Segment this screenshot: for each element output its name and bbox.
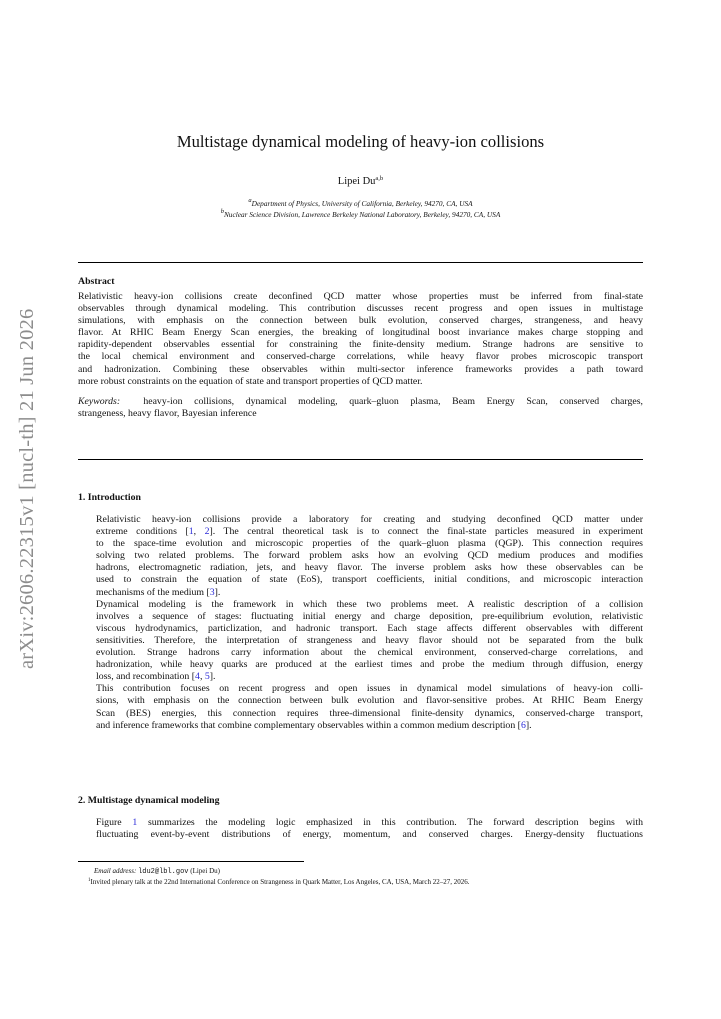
affiliations (78, 198, 643, 220)
citation-link[interactable]: 3 (209, 586, 215, 598)
citation-link[interactable]: 1 (188, 526, 194, 538)
paper-title: Multistage dynamical modeling of heavy-ion collisions (176, 132, 545, 151)
keywords-line: heavy-ion collisions, dynamical modeling, quark–gluon plasma, Beam Energy Scan, conserved charges, (143, 395, 643, 407)
text-line: evolution. Strange hadrons carry information about the chemical environment, conserved-charge correlations, and (96, 647, 643, 659)
keywords (78, 396, 643, 420)
citation-link[interactable]: 2 (204, 526, 210, 538)
email-address[interactable]: ldu2@lbl.gov (138, 868, 189, 876)
keywords-label: Keywords: (78, 395, 121, 407)
citation-link[interactable]: 4 (195, 671, 200, 683)
author-affiliation-marks: a,b (375, 175, 384, 182)
text-line: This contribution focuses on recent progress and open issues in dynamical model simulations of heavy-ion colli- (96, 683, 643, 695)
text-line: loss, and recombination [4, 5]. (96, 671, 216, 683)
footnote-rule (78, 861, 304, 862)
abstract-line: Relativistic heavy-ion collisions create deconfined QCD matter whose properties must be inferred from final-state (78, 291, 643, 302)
abstract-section (78, 276, 643, 420)
citation-link[interactable]: 6 (520, 719, 526, 731)
abstract-bottom-rule (78, 459, 643, 460)
text-line: sions, with emphasis on the connection between bulk evolution and flavor-sensitive probes. At RHIC Beam Energy (96, 695, 643, 707)
author-name: Lipei Du (337, 176, 376, 187)
introduction-paragraph-3 (78, 683, 643, 731)
footnotes (78, 866, 643, 887)
text-line: Figure 1 summarizes the modeling logic emphasized in this contribution. The forward description begins with (96, 817, 643, 828)
text-line: Scan (BES) energies, this connection requires three-dimensional finite-density dynamics, conserved-charge transport, (96, 707, 643, 719)
abstract-line: more robust constraints on the equation of state and transport properties of QCD matter. (78, 375, 423, 387)
abstract-line: and hadronization. Combining these observables within multi-sector inference frameworks provides a path toward (78, 363, 643, 375)
abstract-line: flavor. At RHIC Beam Energy Scan energies, the breaking of longitudinal boost invariance makes charge stopping and (78, 327, 643, 339)
multistage-modeling-section (78, 795, 643, 841)
introduction-section (78, 492, 643, 732)
text-line: solving two related problems. The forward problem asks how an evolving QCD medium produces and modifies (96, 550, 643, 562)
citation-link[interactable]: 5 (204, 671, 210, 683)
abstract-line: rapidity-dependent observables essential for constraining the finite-density medium. Strange hadrons are sensitive to (78, 339, 643, 351)
abstract-line: observables through dynamical modeling. This contribution discusses recent progress and open issues in multistage (78, 303, 643, 315)
abstract-line: simulations, with emphasis on the connection between bulk evolution, conserved charges, strangeness, and heavy (78, 315, 643, 327)
text-line: and inference frameworks that combine complementary observables within a common medium description [6]. (96, 719, 532, 731)
email-label: Email address: (94, 867, 137, 875)
introduction-paragraph-1 (78, 514, 643, 599)
section-2-paragraph (78, 817, 643, 841)
abstract-top-rule (78, 262, 643, 263)
arxiv-identifier-stamp: arXiv:2606.22315v1 [nucl-th] 21 Jun 2026 (16, 308, 38, 669)
text-line: hadrons, electromagnetic radiation, jets, and heavy flavor. The inverse problem asks how these observables can be (96, 562, 643, 574)
keywords-line: strangeness, heavy flavor, Bayesian inference (78, 407, 257, 419)
plenary-talk-footnote (78, 877, 643, 887)
introduction-heading: 1. Introduction (78, 492, 141, 503)
text-line: hadronization, while heavy quarks are produced at the earliest times and probe the medium through diffusion, energy (96, 659, 643, 671)
text-line: used to constrain the equation of state (EoS), transport coefficients, initial conditions, and microscopic interaction (96, 574, 643, 586)
text-line: to the space-time evolution and microscopic properties of the quark–gluon plasma (QGP). This connection requires (96, 538, 643, 550)
abstract-heading: Abstract (78, 276, 115, 287)
text-line: fluctuating event-by-event distributions of energy, momentum, and conserved charges. Energy-density fluctuations (96, 829, 643, 841)
text-line: extreme conditions [1, 2]. The central theoretical task is to connect the final-state particles measured in experiment (96, 526, 644, 538)
text-line: Dynamical modeling is the framework in which these two problems meet. A realistic description of a collision (96, 598, 643, 610)
footnote-text: Invited plenary talk at the 22nd International Conference on Strangeness in Quark Matter, Los Angeles, CA, USA, March 22–27, 2026. (90, 878, 470, 886)
affiliation-a: $^a$Department of Physics, University of California, Berkeley, 94270, CA, USA (248, 197, 473, 208)
text-line: sensitivities. Therefore, the interpretation of strangeness and heavy flavor should not be separated from the bulk (96, 634, 643, 646)
section-2-heading: 2. Multistage dynamical modeling (78, 795, 220, 806)
author-line (78, 175, 643, 188)
affiliation-b: $^b$Nuclear Science Division, Lawrence Berkeley National Laboratory, Berkeley, 94270, CA, USA (220, 208, 501, 219)
footnote-mark: 1 (88, 878, 91, 883)
abstract-line: the local chemical environment and conserved-charge correlations, while heavy flavor probes microscopic transport (78, 351, 643, 363)
email-owner: (Lipei Du) (190, 867, 220, 875)
text-line: involves a sequence of stages: fluctuating initial energy and charge deposition, pre-equilibrium evolution, relativistic (96, 610, 643, 622)
text-line: mechanisms of the medium [3]. (96, 586, 221, 598)
email-footnote (78, 866, 643, 877)
text-line: viscous hydrodynamics, particlization, and hadronic transport. Each stage affects different observables with different (96, 622, 643, 634)
abstract-text (78, 291, 643, 388)
text-line: Relativistic heavy-ion collisions provide a laboratory for creating and studying deconfined QCD matter under (96, 514, 643, 525)
introduction-paragraph-2 (78, 599, 643, 684)
figure-link[interactable]: 1 (132, 817, 138, 828)
